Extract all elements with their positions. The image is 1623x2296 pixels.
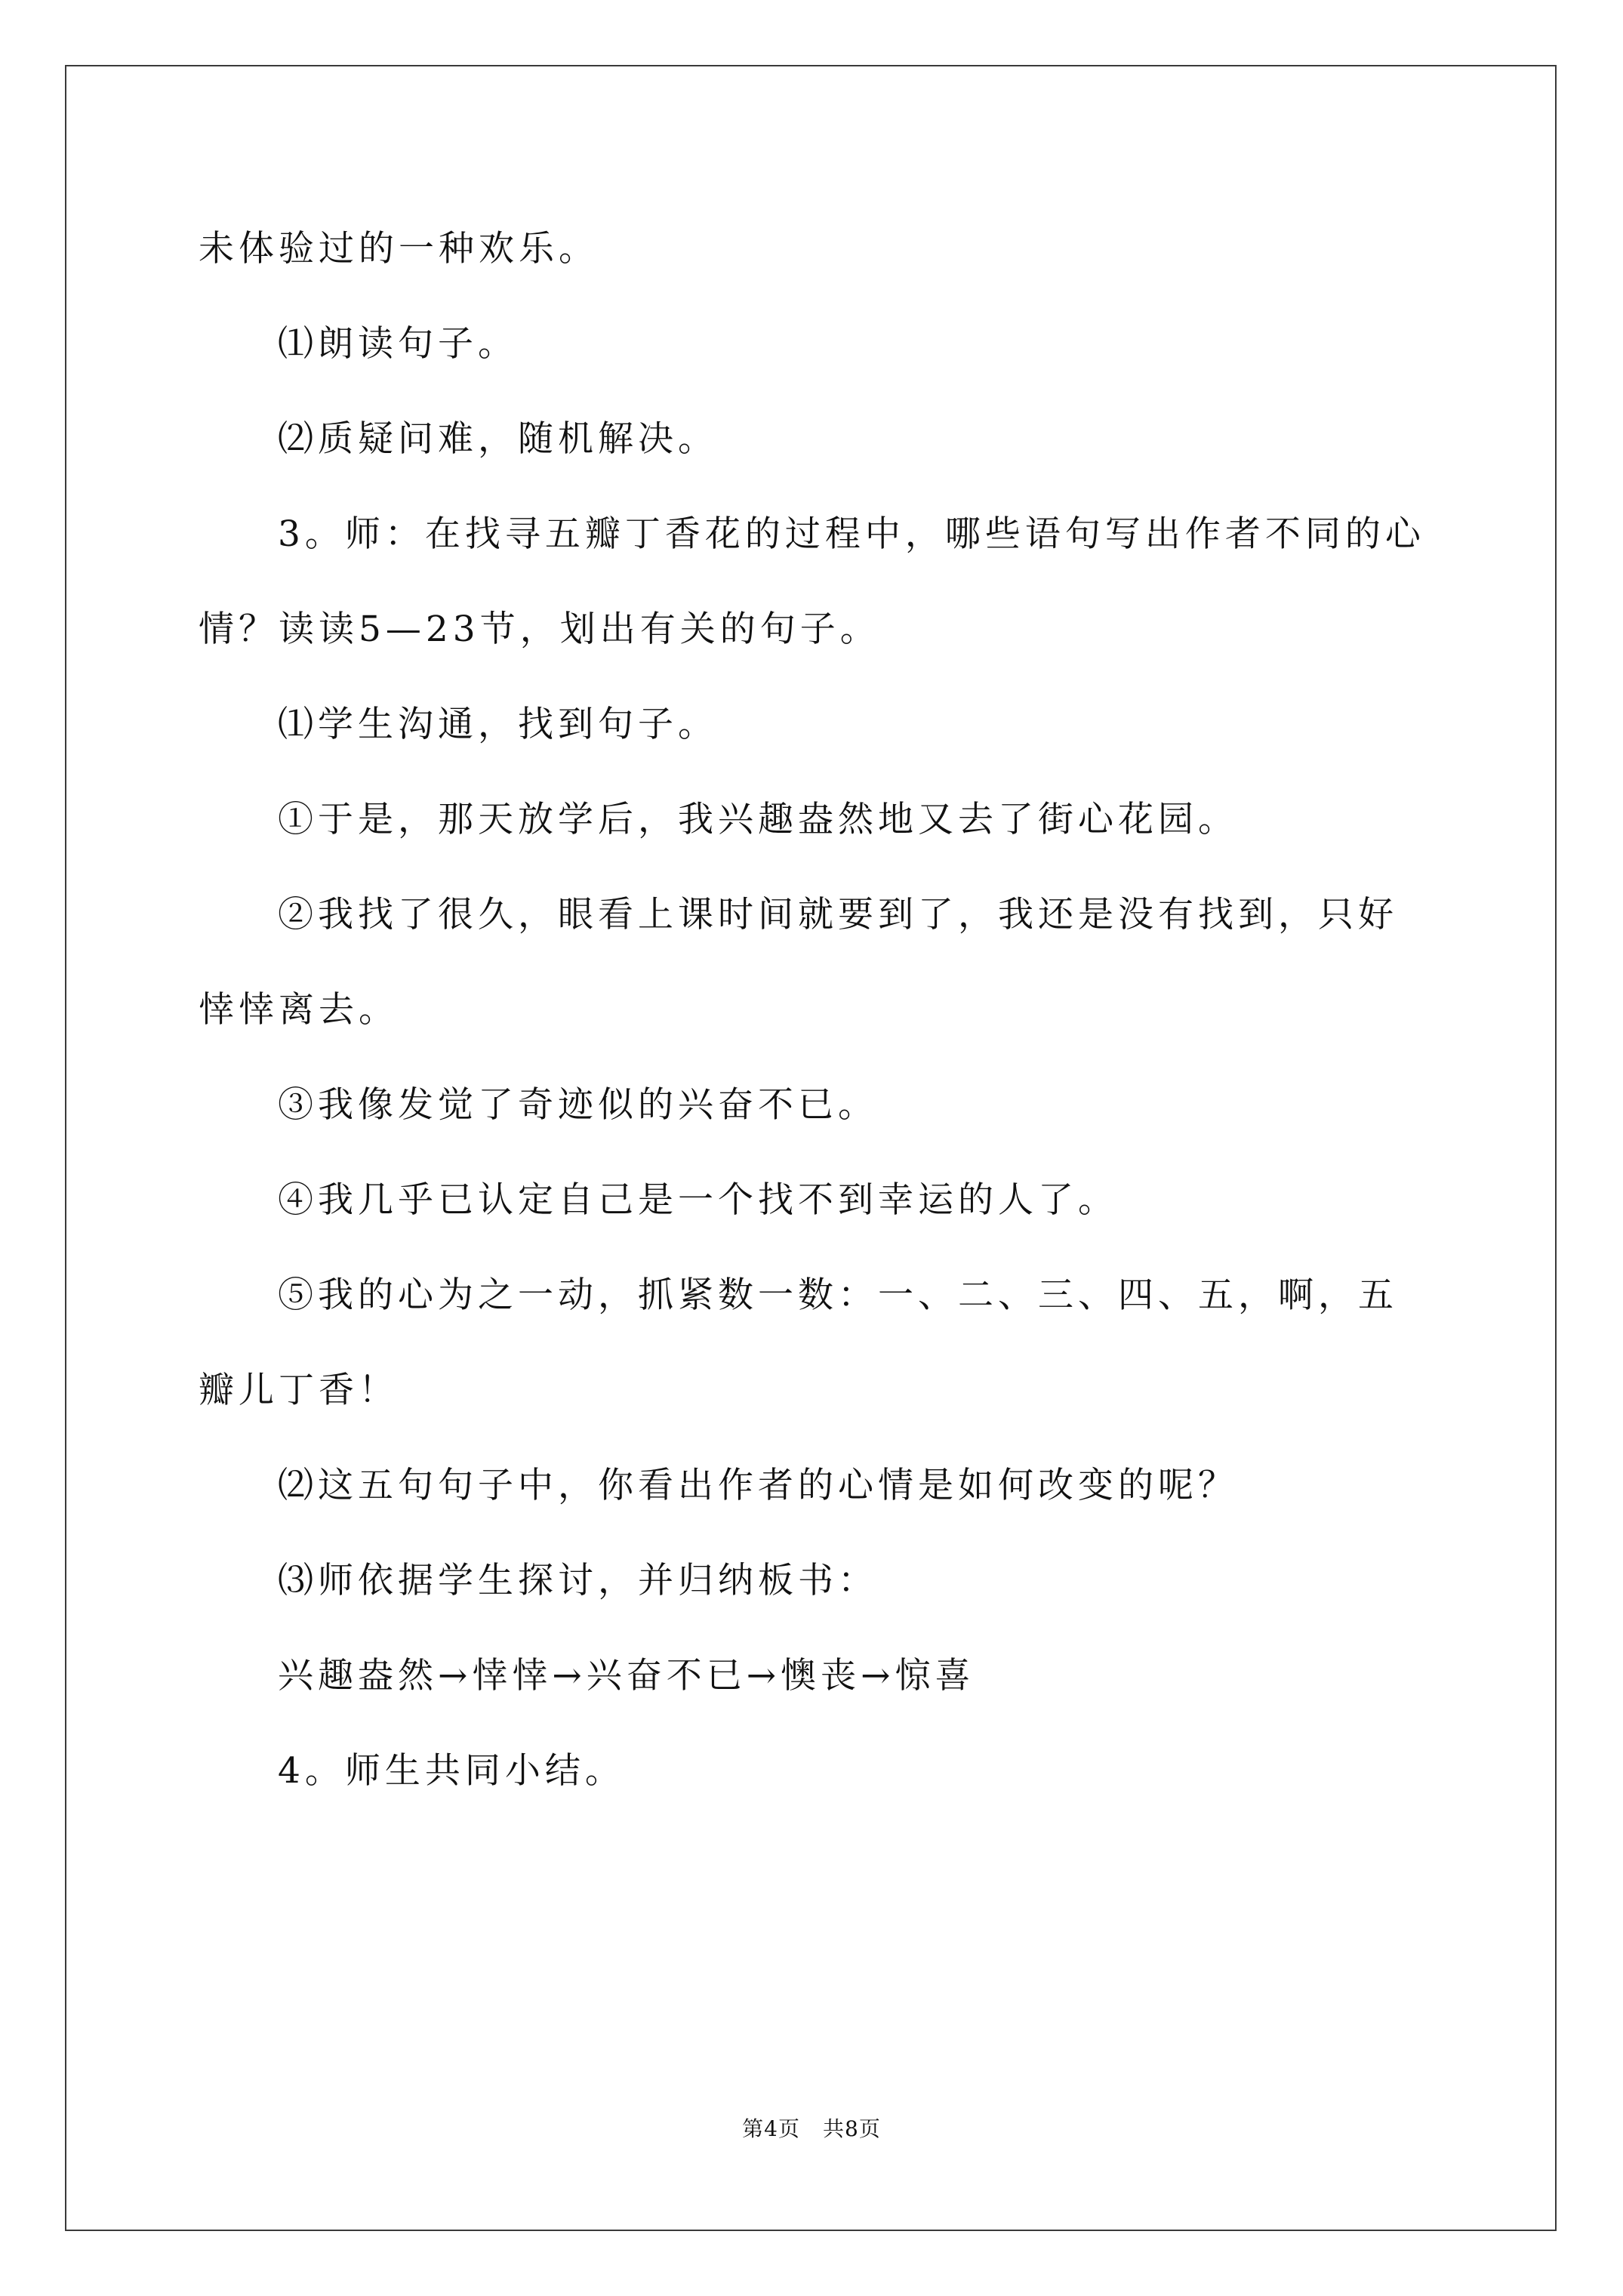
- paragraph-line: ④我几乎已认定自己是一个找不到幸运的人了。: [278, 1179, 1118, 1221]
- paragraph-line: ⑵质疑问难，随机解决。: [278, 418, 718, 460]
- paragraph-line: ②我找了很久，眼看上课时间就要到了，我还是没有找到，只好: [278, 894, 1398, 935]
- page-footer: [0, 2116, 1623, 2143]
- paragraph-line: 3。师：在找寻五瓣丁香花的过程中，哪些语句写出作者不同的心: [278, 513, 1425, 555]
- paragraph-line: ③我像发觉了奇迹似的兴奋不已。: [278, 1084, 878, 1126]
- paragraph-line: ⑵这五句句子中，你看出作者的心情是如何改变的呢？: [278, 1465, 1238, 1506]
- paragraph-line: 4。师生共同小结。: [278, 1750, 625, 1792]
- page-number: 第4页: [742, 2116, 800, 2141]
- page-border: [65, 65, 1557, 2231]
- page-total: 共8页: [823, 2116, 881, 2141]
- paragraph-line: ⑴朗读句子。: [278, 323, 518, 365]
- paragraph-line: ⑤我的心为之一动，抓紧数一数：一、二、三、四、五，啊，五: [278, 1274, 1398, 1316]
- paragraph-line: 兴趣盎然→悻悻→兴奋不已→懊丧→惊喜: [278, 1655, 975, 1697]
- paragraph-line: ⑶师依据学生探讨，并归纳板书：: [278, 1560, 878, 1601]
- paragraph-line: 未体验过的一种欢乐。: [199, 228, 599, 270]
- paragraph-line: ⑴学生沟通，找到句子。: [278, 704, 718, 745]
- paragraph-line: 悻悻离去。: [199, 989, 399, 1031]
- paragraph-line: 瓣儿丁香！: [199, 1370, 399, 1411]
- paragraph-line: ①于是，那天放学后，我兴趣盎然地又去了街心花园。: [278, 799, 1238, 840]
- paragraph-line: 情？读读5—23节，划出有关的句子。: [199, 609, 880, 650]
